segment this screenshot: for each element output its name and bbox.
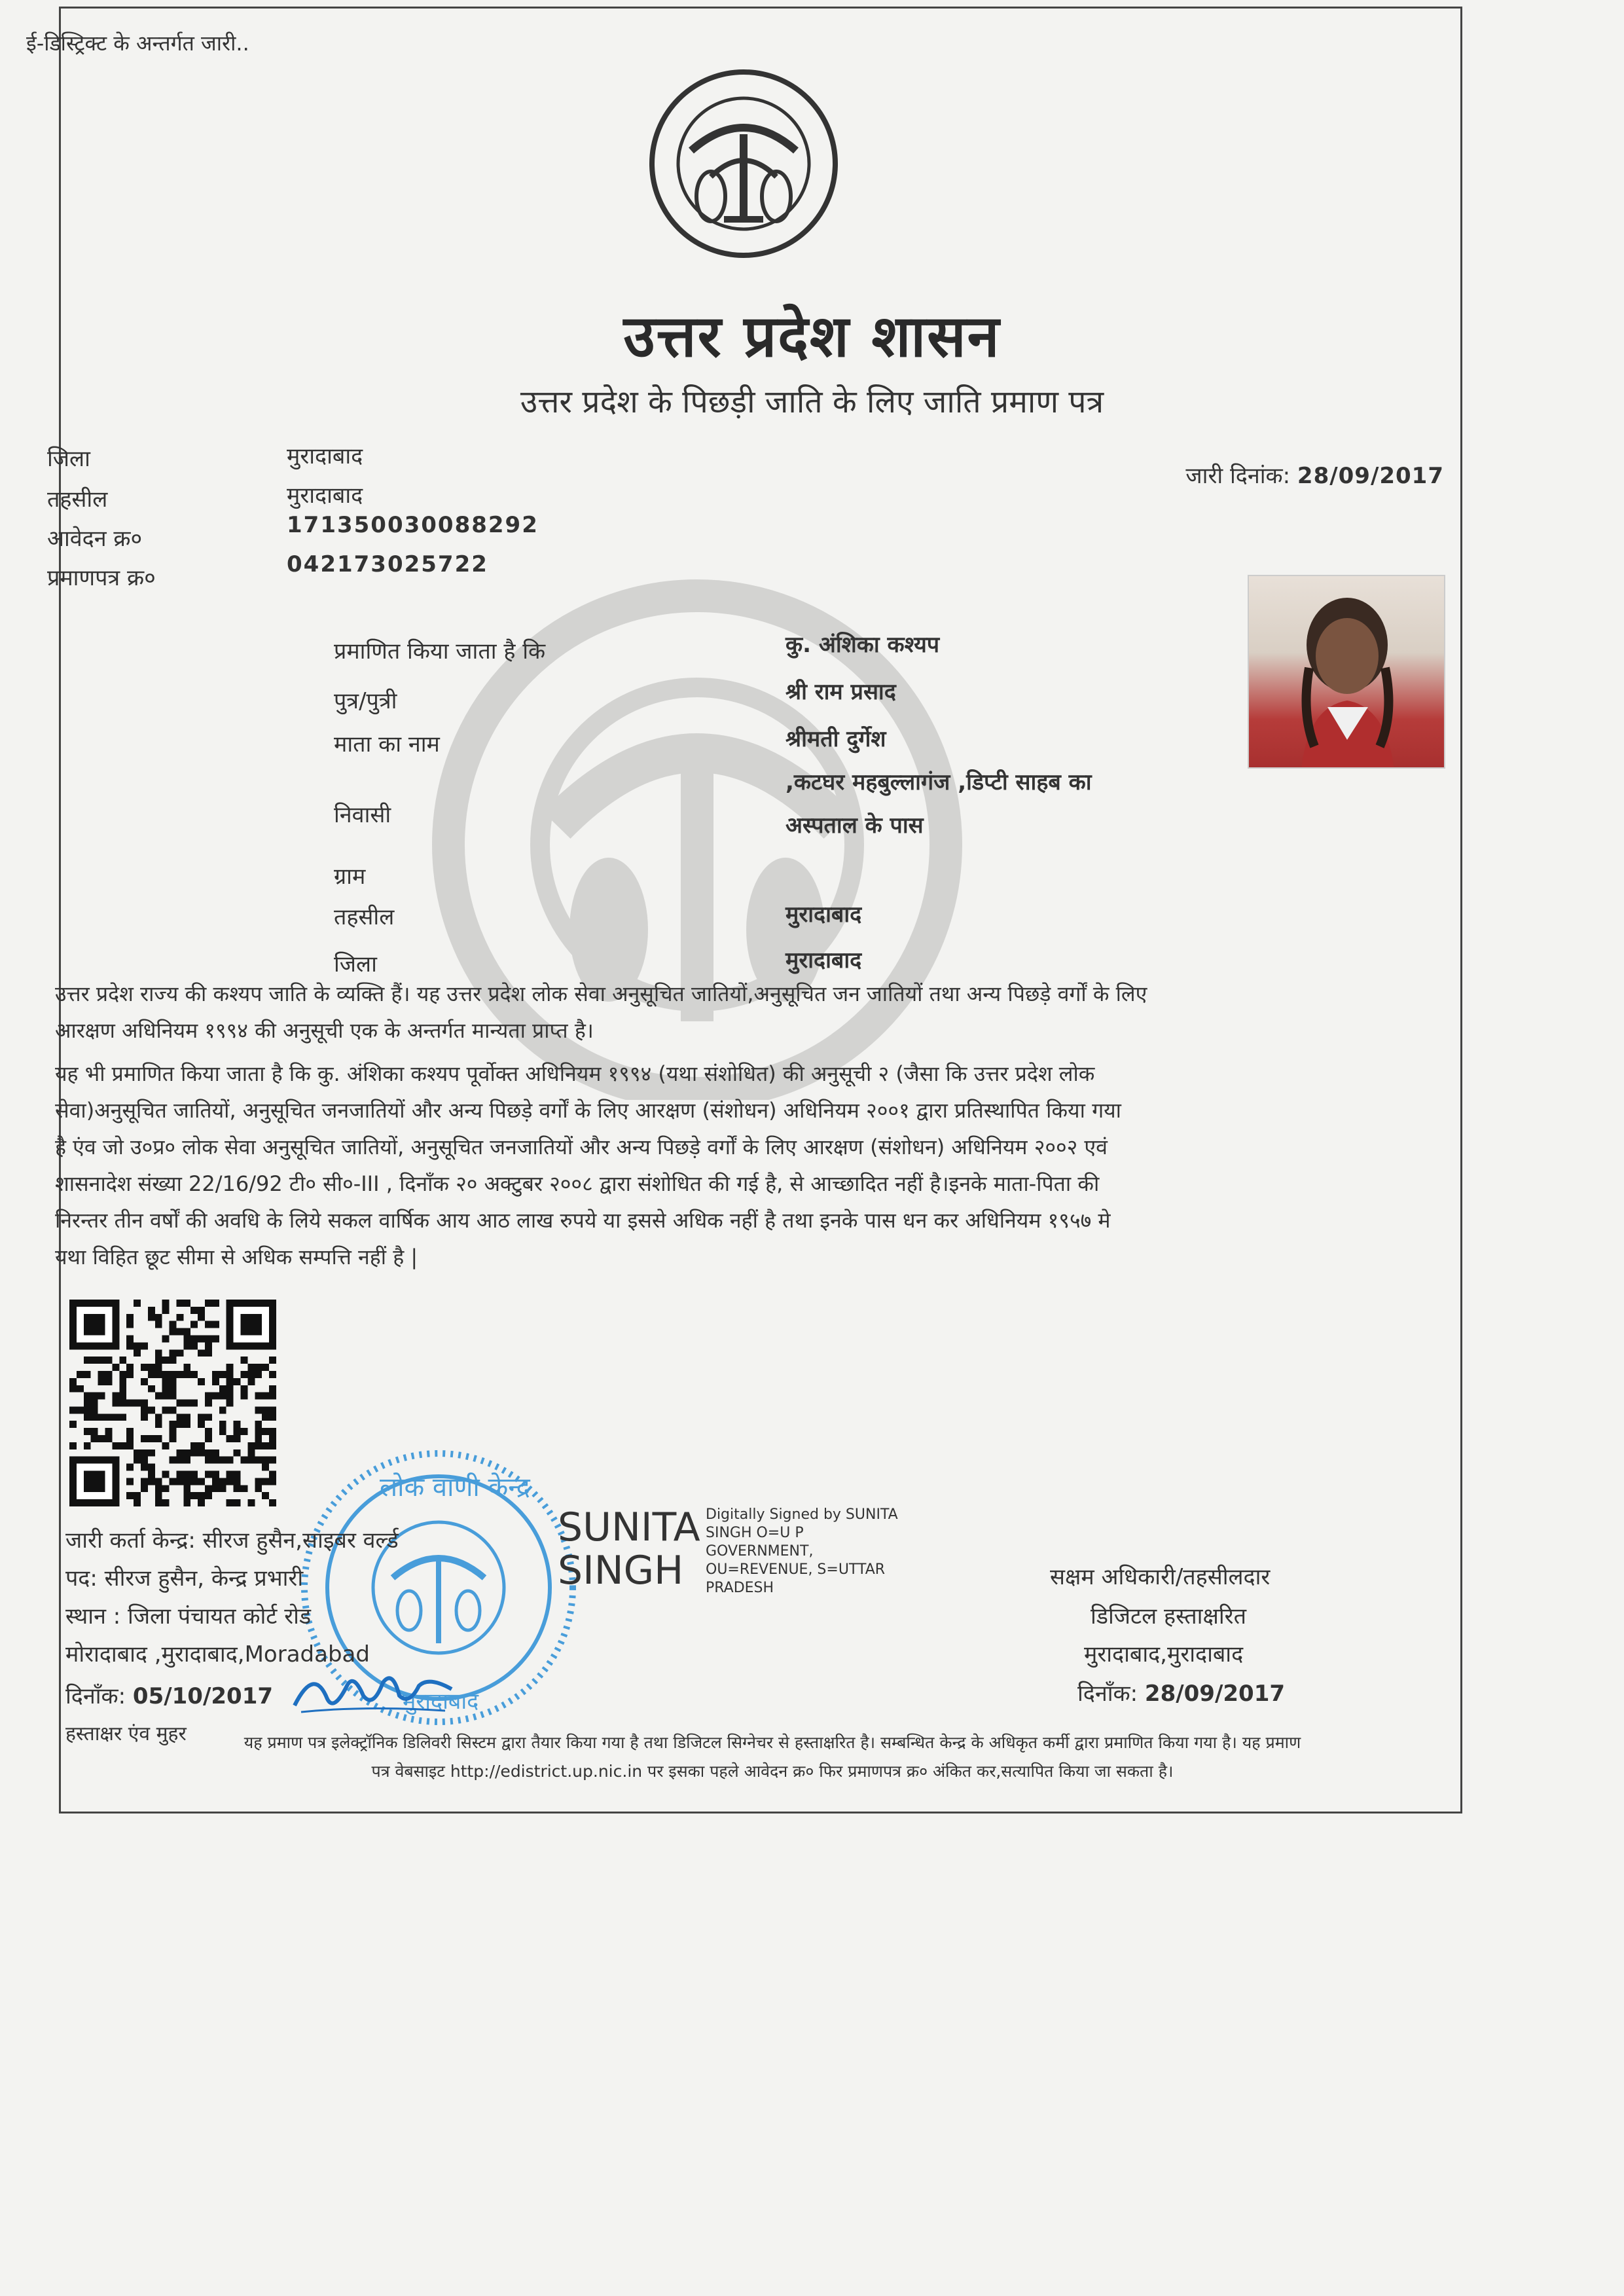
- footer-note: [65, 1728, 1479, 1786]
- issuer-place: स्थान : जिला पंचायत कोर्ट रोड: [65, 1603, 312, 1630]
- handwritten-signature-icon: [288, 1660, 458, 1719]
- digital-signature-name-line2: SINGH: [558, 1548, 684, 1594]
- certify-label: प्रमाणित किया जाता है कि: [334, 638, 546, 665]
- applicant-photo: [1248, 575, 1445, 769]
- mother-label: माता का नाम: [334, 731, 440, 757]
- issuer-date-label: दिनाँक:: [65, 1683, 126, 1709]
- resident-label: निवासी: [334, 802, 391, 828]
- person-district-value: मुरादाबाद: [785, 947, 862, 974]
- applicant-name: कु. अंशिका कश्यप: [785, 632, 940, 658]
- sign-seal-label: हस्ताक्षर एंव मुहर: [65, 1722, 187, 1745]
- issuer-city: मोरादाबाद ,मुरादाबाद,Moradabad: [65, 1641, 370, 1667]
- footer-line: यह प्रमाण पत्र इलेक्ट्रॉनिक डिलिवरी सिस्टम द्वारा तैयार किया गया है तथा डिजिटल सिग्नेचर से हस्ताक्षरित है। सम्बन्धित केन्द्र के अधिकृत कर्मी द्वारा प्रमाणित किया गया है। यह प्रमाण: [244, 1733, 1301, 1752]
- paragraph-line: शासनादेश संख्या 22/16/92 टी० सी०-III , दिनाँक २० अक्टुबर २००८ द्वारा संशोधित की गई है, से आच्छादित नहीं है।इनके माता-पिता की: [55, 1171, 1100, 1196]
- district-label: जिला: [47, 446, 90, 472]
- officer-date-value: 28/09/2017: [1144, 1681, 1286, 1707]
- portrait-image: [1249, 576, 1445, 769]
- certificate-no-label: प्रमाणपत्र क्र०: [47, 565, 156, 591]
- paragraph-line: निरन्तर तीन वर्षों की अवधि के लिये सकल वार्षिक आय आठ लाख रुपये या इससे अधिक नहीं है तथा इनके पास धन कर अधिनियम १९५७ मे: [55, 1208, 1111, 1233]
- paragraph-line: उत्तर प्रदेश राज्य की कश्यप जाति के व्यक्ति हैं। यह उत्तर प्रदेश लोक सेवा अनुसूचित जातियों,अनुसूचित जन जातियों तथा अन्य पिछड़े वर्गों के लिए: [55, 981, 1147, 1006]
- issue-date-label: जारी दिनांक:: [1185, 463, 1291, 489]
- digital-signature-name: [558, 1506, 700, 1592]
- officer-title: सक्षम अधिकारी/तहसीलदार: [1050, 1564, 1271, 1590]
- issued-under-note: ई-डिस्ट्रिक्ट के अन्तर्गत जारी..: [26, 31, 249, 56]
- paragraph-line: है एंव जो उ०प्र० लोक सेवा अनुसूचित जातियों, अनुसूचित जनजातियों और अन्य पिछड़े वर्गों के लिए आरक्षण (संशोधन) अधिनियम २००२ एवं: [55, 1135, 1108, 1159]
- page-subtitle: उत्तर प्रदेश के पिछड़ी जाति के लिए जाति प्रमाण पत्र: [520, 384, 1104, 420]
- tehsil-value: मुरादाबाद: [287, 483, 363, 509]
- paragraph-line: यथा विहित छूट सीमा से अधिक सम्पत्ति नहीं है |: [55, 1245, 418, 1269]
- footer-line: पत्र वेबसाइट http://edistrict.up.nic.in पर इसका पहले आवेदन क्र० फिर प्रमाणपत्र क्र० अंकित कर,सत्यापित किया जा सकता है।: [371, 1762, 1174, 1781]
- stamp-text: लोक वाणी केन्द्र: [380, 1472, 530, 1503]
- application-no-value: 171350030088292: [287, 512, 539, 538]
- certificate-no-value: 042173025722: [287, 551, 488, 577]
- paragraph-creamy-layer: [55, 1055, 1469, 1275]
- father-name: श्री राम प्रसाद: [785, 679, 896, 705]
- issue-date: [1185, 460, 1444, 490]
- person-tehsil-value: मुरादाबाद: [785, 902, 862, 928]
- paragraph-line: सेवा)अनुसूचित जातियों, अनुसूचित जनजातियों और अन्य पिछड़े वर्गों के लिए आरक्षण (संशोधन) अधिनियम २००१ द्वारा प्रतिस्थापित किया गया: [55, 1098, 1121, 1123]
- son-daughter-label: पुत्र/पुत्री: [334, 688, 397, 714]
- person-tehsil-label: तहसील: [334, 904, 395, 930]
- issuer-post: पद: सीरज हुसैन, केन्द्र प्रभारी: [65, 1565, 304, 1592]
- officer-date: [1077, 1677, 1285, 1707]
- village-label: ग्राम: [334, 864, 366, 890]
- qr-code-icon: [69, 1300, 276, 1506]
- officer-place: मुरादाबाद,मुरादाबाद: [1084, 1641, 1244, 1667]
- paragraph-line: यह भी प्रमाणित किया जाता है कि कु. अंशिका कश्यप पूर्वोक्त अधिनियम १९९४ (यथा संशोधित) की अनुसूची २ (जैसा कि उत्तर प्रदेश लोक: [55, 1061, 1095, 1086]
- up-emblem-icon: [645, 65, 842, 262]
- paragraph-caste: [55, 975, 1469, 1049]
- officer-date-label: दिनाँक:: [1077, 1681, 1138, 1707]
- tehsil-label: तहसील: [47, 486, 108, 513]
- address-line1: ,कटघर महबुल्लागंज ,डिप्टी साहब का: [785, 769, 1092, 795]
- officer-digital-sign: डिजिटल हस्ताक्षरित: [1091, 1603, 1246, 1630]
- digital-signature-details: Digitally Signed by SUNITA SINGH O=U P GOVERNMENT, OU=REVENUE, S=UTTAR PRADESH: [706, 1506, 898, 1596]
- address-line2: अस्पताल के पास: [785, 812, 924, 839]
- application-no-label: आवेदन क्र०: [47, 526, 143, 552]
- issue-date-value: 28/09/2017: [1297, 463, 1444, 489]
- issuer-date-value: 05/10/2017: [132, 1683, 274, 1709]
- issuer-center: जारी कर्ता केन्द्र: सीरज हुसैन,साइबर वर्ल्ड: [65, 1527, 399, 1554]
- stamp-text-bottom: मुरादाबाद: [403, 1688, 479, 1715]
- district-value: मुरादाबाद: [287, 443, 363, 469]
- page-title: उत्तर प्रदेश शासन: [623, 302, 1001, 370]
- issuer-date: [65, 1680, 273, 1710]
- digital-signature-name-line1: SUNITA: [558, 1504, 700, 1550]
- paragraph-line: आरक्षण अधिनियम १९९४ की अनुसूची एक के अन्तर्गत मान्यता प्राप्त है।: [55, 1018, 594, 1043]
- person-district-label: जिला: [334, 951, 377, 977]
- mother-name: श्रीमती दुर्गेश: [785, 726, 886, 752]
